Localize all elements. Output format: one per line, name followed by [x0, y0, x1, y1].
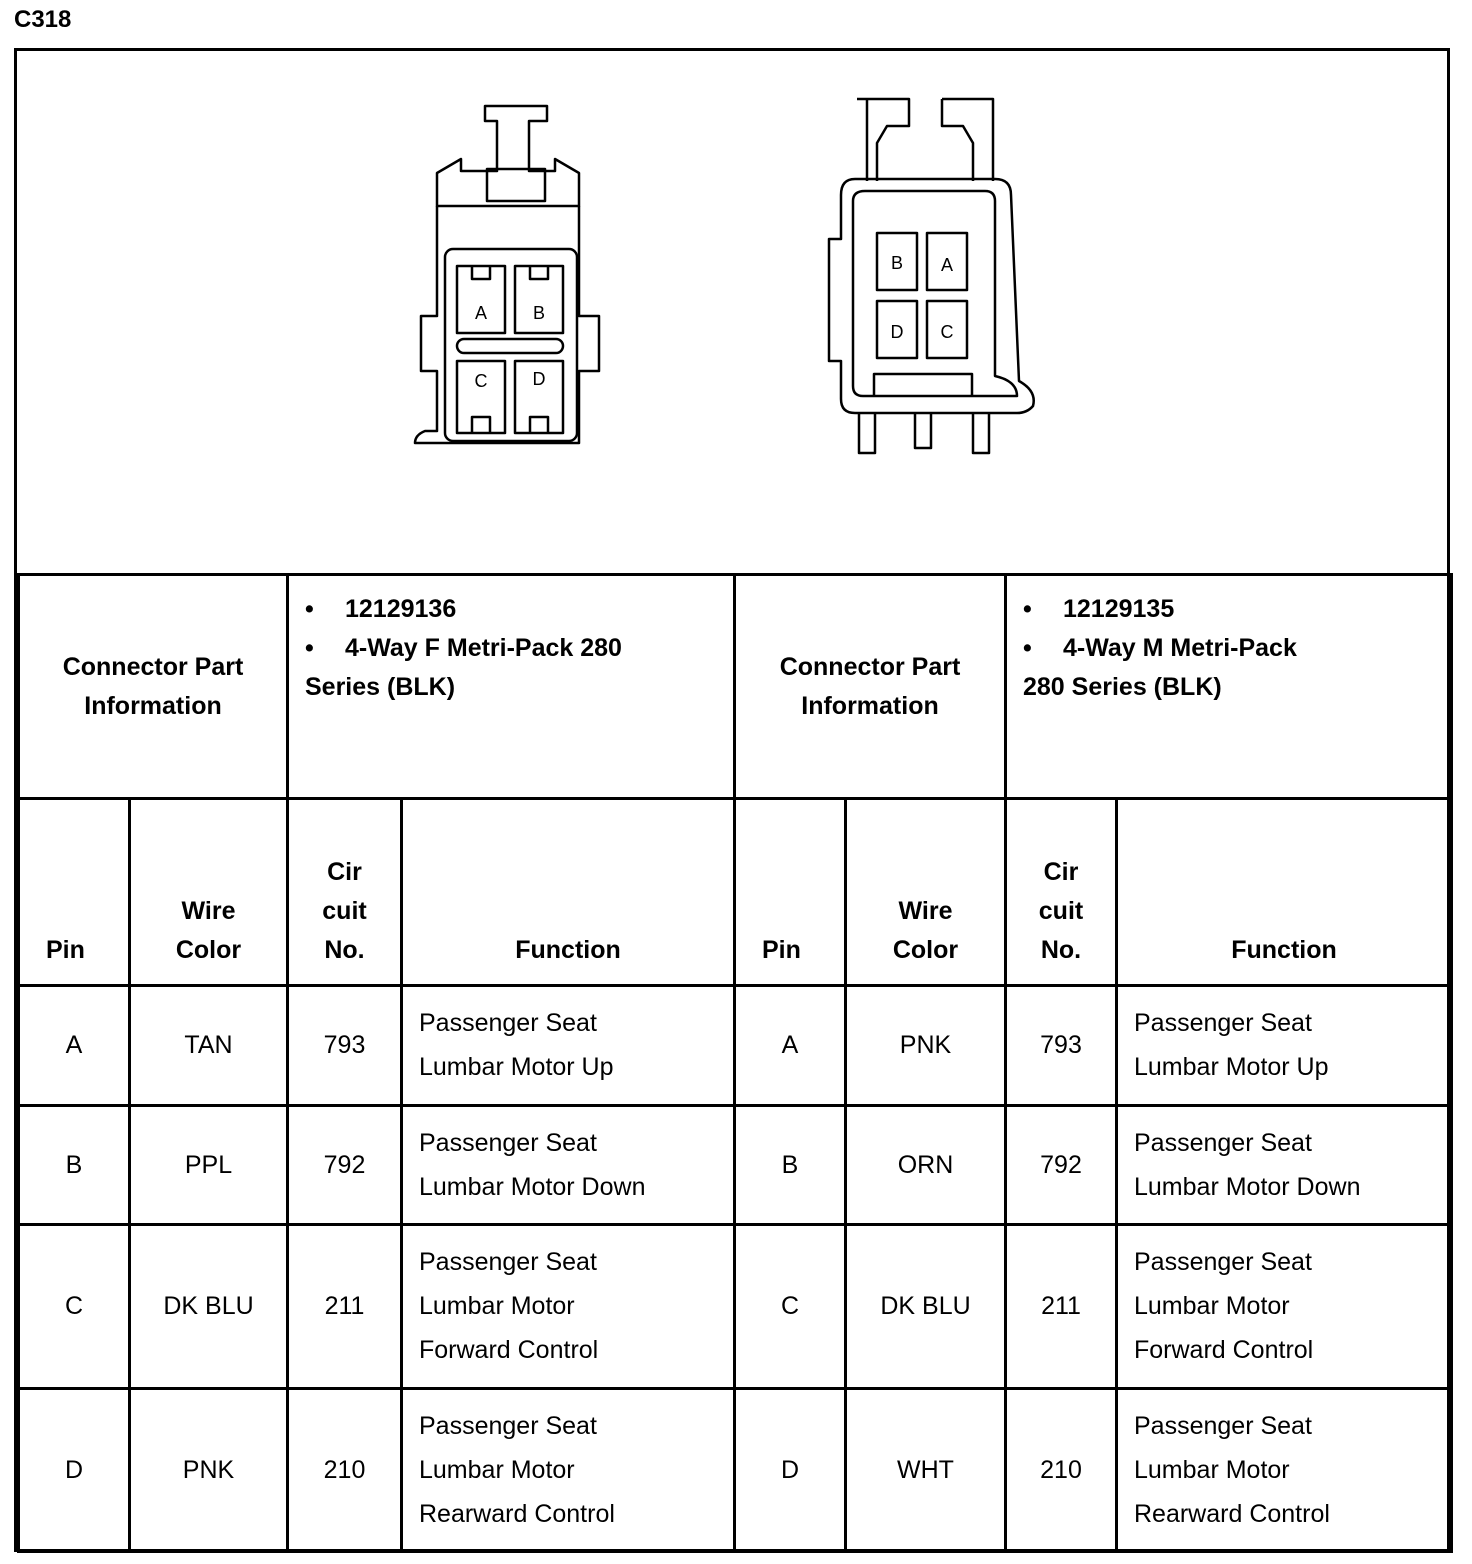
circuit-cell: 211 — [1006, 1225, 1117, 1389]
bullet: • — [1023, 595, 1032, 623]
male-pin-label: D — [890, 322, 904, 342]
left-part-info-label: Connector Part Information — [19, 575, 288, 799]
wire-color-cell: PNK — [846, 986, 1006, 1106]
bullet: • — [305, 595, 314, 623]
wire-color-cell: ORN — [846, 1106, 1006, 1225]
pin-cell: C — [19, 1225, 130, 1389]
table-row — [19, 1225, 1452, 1389]
right-part-number: 12129135 — [1063, 595, 1175, 623]
circuit-cell: 210 — [1006, 1389, 1117, 1552]
right-part-desc: 4-Way M Metri-Pack — [1063, 634, 1297, 662]
female-pin-label: C — [474, 371, 488, 391]
male-pin-label: A — [940, 255, 954, 275]
function-cell: Passenger Seat Lumbar Motor Up — [402, 986, 735, 1106]
function-cell: Passenger Seat Lumbar Motor Forward Control — [1117, 1225, 1452, 1389]
wire-color-cell: DK BLU — [130, 1225, 288, 1389]
header-pin: Pin — [19, 799, 130, 986]
wire-color-cell: PPL — [130, 1106, 288, 1225]
female-connector-drawing — [415, 106, 599, 443]
header-row — [19, 799, 1452, 986]
pin-cell: A — [735, 986, 846, 1106]
female-pin-label: D — [532, 369, 546, 389]
header-circuit: Cir cuit No. — [1006, 799, 1117, 986]
left-part-desc: 4-Way F Metri-Pack 280 — [345, 634, 622, 662]
female-pin-label: B — [532, 303, 546, 323]
bullet: • — [1023, 634, 1032, 662]
function-cell: Passenger Seat Lumbar Motor Rearward Control — [1117, 1389, 1452, 1552]
right-part-info-label: Connector Part Information — [735, 575, 1006, 799]
pin-cell: A — [19, 986, 130, 1106]
wire-color-cell: WHT — [846, 1389, 1006, 1552]
connector-drawings — [17, 51, 1447, 573]
left-part-number: 12129136 — [345, 595, 457, 623]
connector-sheet — [14, 48, 1450, 1552]
wire-color-cell: DK BLU — [846, 1225, 1006, 1389]
table-row — [19, 1389, 1452, 1552]
header-function: Function — [1117, 799, 1452, 986]
header-function: Function — [402, 799, 735, 986]
pin-cell: D — [19, 1389, 130, 1552]
bullet: • — [305, 634, 314, 662]
header-circuit: Cir cuit No. — [288, 799, 402, 986]
header-wire-color: Wire Color — [846, 799, 1006, 986]
right-part-desc-cont: 280 Series (BLK) — [1023, 673, 1222, 701]
left-part-info — [288, 575, 735, 799]
circuit-cell: 211 — [288, 1225, 402, 1389]
pin-cell: C — [735, 1225, 846, 1389]
function-cell: Passenger Seat Lumbar Motor Forward Control — [402, 1225, 735, 1389]
wire-color-cell: TAN — [130, 986, 288, 1106]
function-cell: Passenger Seat Lumbar Motor Down — [1117, 1106, 1452, 1225]
header-wire-color: Wire Color — [130, 799, 288, 986]
male-pin-label: B — [890, 253, 904, 273]
connector-id: C318 — [14, 6, 72, 33]
female-pin-label: A — [474, 303, 488, 323]
circuit-cell: 793 — [288, 986, 402, 1106]
part-info-row — [19, 575, 1452, 799]
header-pin: Pin — [735, 799, 846, 986]
left-part-desc-cont: Series (BLK) — [305, 673, 456, 701]
pin-cell: D — [735, 1389, 846, 1552]
male-pin-label: C — [940, 322, 954, 342]
pin-cell: B — [735, 1106, 846, 1225]
male-connector-drawing — [829, 99, 1034, 453]
circuit-cell: 792 — [288, 1106, 402, 1225]
function-cell: Passenger Seat Lumbar Motor Up — [1117, 986, 1452, 1106]
pinout-table — [17, 573, 1453, 1553]
circuit-cell: 793 — [1006, 986, 1117, 1106]
function-cell: Passenger Seat Lumbar Motor Rearward Control — [402, 1389, 735, 1552]
function-cell: Passenger Seat Lumbar Motor Down — [402, 1106, 735, 1225]
circuit-cell: 792 — [1006, 1106, 1117, 1225]
table-row — [19, 986, 1452, 1106]
pin-cell: B — [19, 1106, 130, 1225]
right-part-info — [1006, 575, 1452, 799]
table-row — [19, 1106, 1452, 1225]
circuit-cell: 210 — [288, 1389, 402, 1552]
wire-color-cell: PNK — [130, 1389, 288, 1552]
